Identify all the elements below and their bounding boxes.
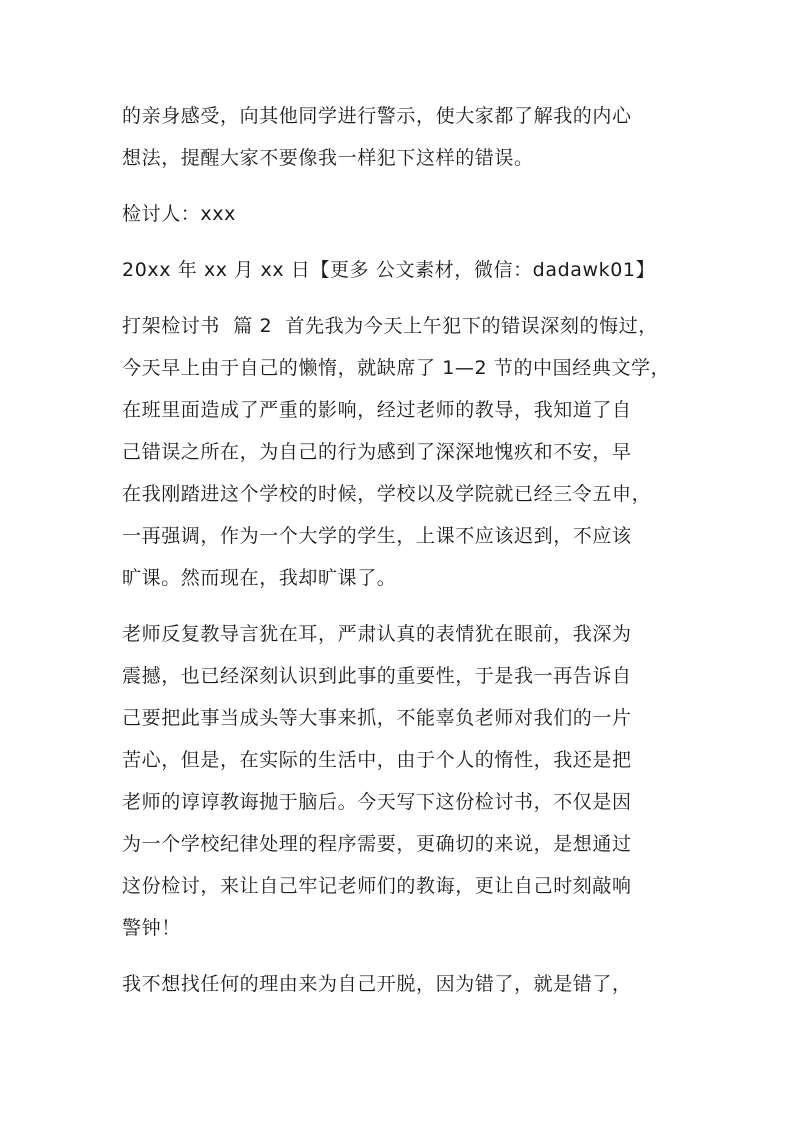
- text-line: 己要把此事当成头等大事来抓，不能辜负老师对我们的一片: [122, 707, 632, 729]
- text-line: 己错误之所在，为自己的行为感到了深深地愧疚和不安，早: [122, 441, 632, 463]
- text-line: 这份检讨，来让自己牢记老师们的教诲，更让自己时刻敲响: [122, 875, 632, 897]
- text-line: 我不想找任何的理由来为自己开脱，因为错了，就是错了，: [122, 973, 632, 995]
- text-line: 在班里面造成了严重的影响，经过老师的教导，我知道了自: [122, 399, 632, 421]
- signature-line: 检讨人：xxx: [122, 203, 236, 225]
- text-line: 在我刚踏进这个学校的时候，学校以及学院就已经三令五申，: [122, 483, 652, 505]
- date-line: 20xx 年 xx 月 xx 日【更多 公文素材，微信：dadawk01】: [122, 259, 656, 281]
- text-line: 的亲身感受，向其他同学进行警示，使大家都了解我的内心: [122, 105, 632, 127]
- text-line: 想法，提醒大家不要像我一样犯下这样的错误。: [122, 147, 534, 169]
- text-line: 今天早上由于自己的懒惰，就缺席了 1—2 节的中国经典文学，: [122, 357, 671, 379]
- text-line: 为一个学校纪律处理的程序需要，更确切的来说，是想通过: [122, 833, 632, 855]
- text-line: 老师的谆谆教诲抛于脑后。今天写下这份检讨书，不仅是因: [122, 791, 632, 813]
- text-line: 震撼，也已经深刻认识到此事的重要性，于是我一再告诉自: [122, 665, 632, 687]
- text-line: 警钟！: [122, 917, 181, 939]
- text-line: 一再强调，作为一个大学的学生，上课不应该迟到，不应该: [122, 525, 632, 547]
- text-line: 旷课。然而现在，我却旷课了。: [122, 567, 397, 589]
- section-heading-line: 打架检讨书 篇 2 首先我为今天上午犯下的错误深刻的悔过，: [122, 315, 658, 337]
- text-line: 苦心，但是，在实际的生活中，由于个人的惰性，我还是把: [122, 749, 632, 771]
- text-line: 老师反复教导言犹在耳，严肃认真的表情犹在眼前，我深为: [122, 623, 632, 645]
